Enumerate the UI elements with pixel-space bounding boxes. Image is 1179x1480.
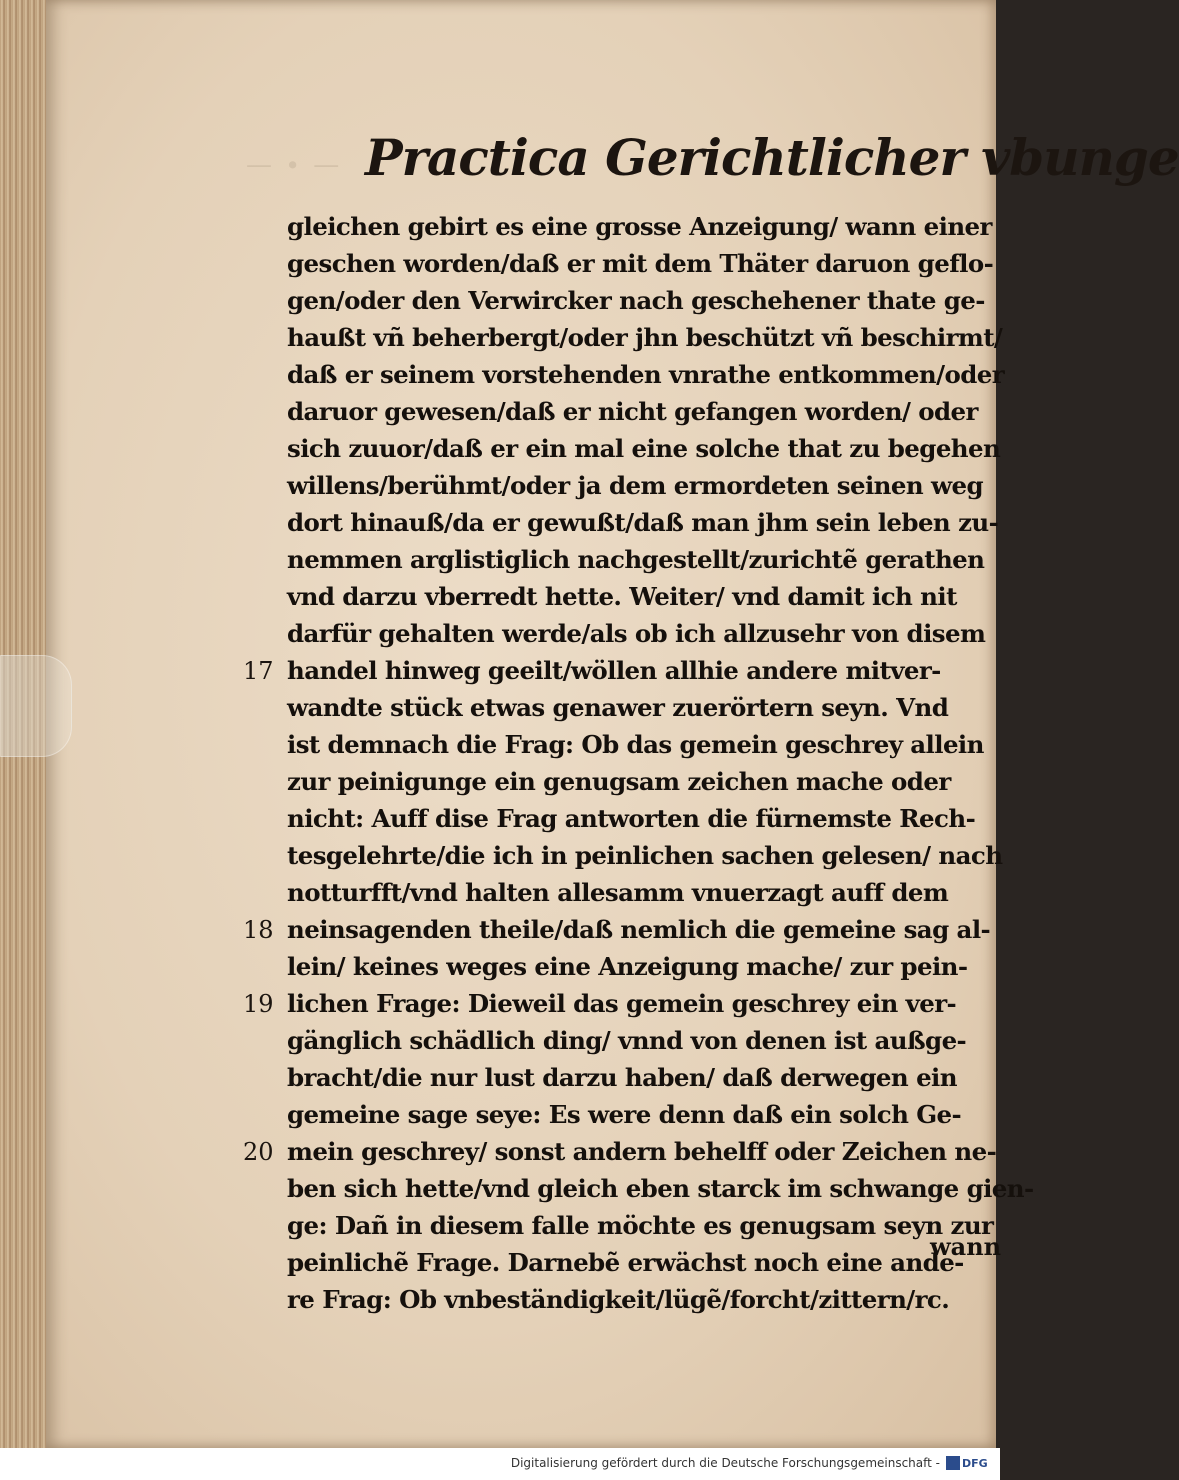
- text-line: willens/berühmt/oder ja dem ermordeten seinen weg: [287, 471, 984, 500]
- text-line: dort hinauß/da er gewußt/daß man jhm sein leben zu-: [287, 508, 999, 537]
- dfg-logo: [946, 1454, 994, 1472]
- text-line: tesgelehrte/die ich in peinlichen sachen gelesen/ nach: [287, 841, 1003, 870]
- text-line: gleichen gebirt es eine grosse Anzeigung/ wann einer: [287, 212, 992, 241]
- text-line: wandte stück etwas genawer zuerörtern seyn. Vnd: [287, 693, 949, 722]
- text-line: nicht: Auff dise Frag antworten die fürnemste Rech-: [287, 804, 976, 833]
- text-line: ben sich hette/vnd gleich eben starck im schwange gien-: [287, 1174, 1034, 1203]
- text-line: daß er seinem vorstehenden vnrathe entkommen/oder: [287, 360, 1005, 389]
- text-line: darfür gehalten werde/als ob ich allzusehr von disem: [287, 619, 986, 648]
- text-line: notturfft/vnd halten allesamm vnuerzagt auff dem: [287, 878, 949, 907]
- text-line: sich zuuor/daß er ein mal eine solche that zu begehen: [287, 434, 1001, 463]
- marginal-number: 19: [243, 990, 274, 1018]
- text-line: bracht/die nur lust darzu haben/ daß derwegen ein: [287, 1063, 957, 1092]
- text-line: handel hinweg geeilt/wöllen allhie andere mitver-: [287, 656, 941, 685]
- text-line: lichen Frage: Dieweil das gemein geschrey ein ver-: [287, 989, 957, 1018]
- text-line: daruor gewesen/daß er nicht gefangen worden/ oder: [287, 397, 978, 426]
- text-line: lein/ keines weges eine Anzeigung mache/ zur pein-: [287, 952, 968, 981]
- text-line: gen/oder den Verwircker nach geschehener thate ge-: [287, 286, 985, 315]
- text-line: ge: Dañ in diesem falle möchte es genugsam seyn zur: [287, 1211, 994, 1240]
- text-line: geschen worden/daß er mit dem Thäter daruon geflo-: [287, 249, 994, 278]
- text-line: nemmen arglistiglich nachgestellt/zurichtẽ gerathen: [287, 545, 985, 574]
- text-line: neinsagenden theile/daß nemlich die gemeine sag al-: [287, 915, 991, 944]
- text-line: haußt vñ beherbergt/oder jhn beschützt vñ beschirmt/: [287, 323, 1003, 352]
- page-clip: [0, 655, 72, 757]
- catchword: wann: [930, 1232, 1002, 1261]
- marginal-number: 18: [243, 916, 274, 944]
- text-line: re Frag: Ob vnbeständigkeit/lügẽ/forcht/zittern/rc.: [287, 1285, 950, 1314]
- text-line: peinlichẽ Frage. Darnebẽ erwächst noch eine ande-: [287, 1248, 964, 1277]
- text-line: mein geschrey/ sonst andern behelff oder Zeichen ne-: [287, 1137, 997, 1166]
- dfg-logo-text: DFG: [962, 1456, 988, 1470]
- dfg-logo-icon: [946, 1456, 960, 1470]
- text-line: vnd darzu vberredt hette. Weiter/ vnd damit ich nit: [287, 582, 957, 611]
- text-line: ist demnach die Frag: Ob das gemein geschrey allein: [287, 730, 984, 759]
- running-head: Practica Gerichtlicher vbunge: [365, 128, 1179, 187]
- text-line: gänglich schädlich ding/ vnnd von denen ist außge-: [287, 1026, 967, 1055]
- text-block: [287, 208, 1034, 1318]
- text-line: gemeine sage seye: Es were denn daß ein solch Ge-: [287, 1100, 962, 1129]
- footer-credit: Digitalisierung gefördert durch die Deutsche Forschungsgemeinschaft -: [510, 1456, 940, 1470]
- footer-bar: [0, 1448, 1000, 1480]
- marginal-number: 20: [243, 1138, 274, 1166]
- marginal-number: 17: [243, 657, 274, 685]
- bleed-through-text: — ∙ —: [246, 150, 343, 180]
- text-line: zur peinigunge ein genugsam zeichen mache oder: [287, 767, 951, 796]
